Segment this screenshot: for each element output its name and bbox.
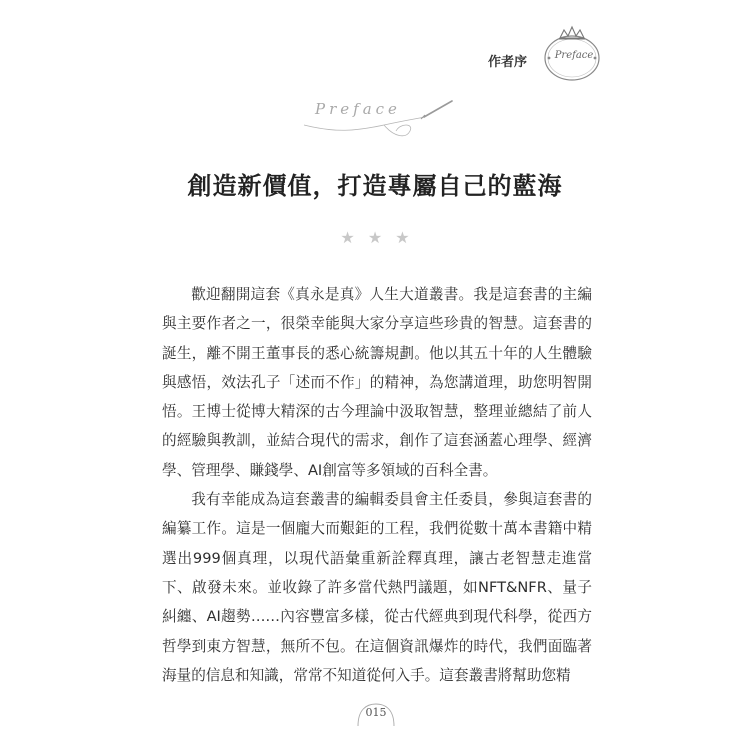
decorative-script-text: Preface bbox=[315, 100, 401, 118]
star-icon: ★ bbox=[340, 228, 355, 247]
star-icon: ★ bbox=[367, 228, 383, 247]
body-text bbox=[162, 280, 592, 690]
paragraph: 歡迎翻開這套《真永是真》人生大道叢書。我是這套書的主編與主要作者之一，很榮幸能與大家分享這些珍貴的智慧。這套書的誕生，離不開王董事長的悉心統籌規劃。他以其五十年的人生體驗與感悟，效法孔子「述而不作」的精神，為您講道理，助您明智開悟。王博士從博大精深的古今理論中汲取智慧，整理並總結了前人的經驗與教訓，並結合現代的需求，創作了這套涵蓋心理學、經濟學、管理學、賺錢學、AI創富等多領域的百科全書。 bbox=[162, 286, 592, 479]
chapter-title: 創造新價值，打造專屬自己的藍海 bbox=[187, 172, 563, 200]
paragraph: 我有幸能成為這套叢書的編輯委員會主任委員，參與這套書的編纂工作。這是一個龐大而艱鉅的工程，我們從數十萬本書籍中精選出999個真理，以現代語彙重新詮釋真理，讓古老智慧走進當下、啟發未來。並收錄了許多當代熱門議題，如NFT&NFR、量子糾纏、AI趨勢……內容豐富多樣，從古代經典到現代科學，從西方哲學到東方智慧，無所不包。在這個資訊爆炸的時代，我們面臨著海量的信息和知識，常常不知道從何入手。這套叢書將幫助您精 bbox=[162, 491, 592, 684]
badge-text: Preface bbox=[554, 50, 594, 61]
page-number: 015 bbox=[365, 706, 387, 719]
section-label: 作者序 bbox=[488, 55, 528, 70]
star-icon: ★ bbox=[395, 228, 410, 247]
star-divider bbox=[0, 228, 750, 247]
